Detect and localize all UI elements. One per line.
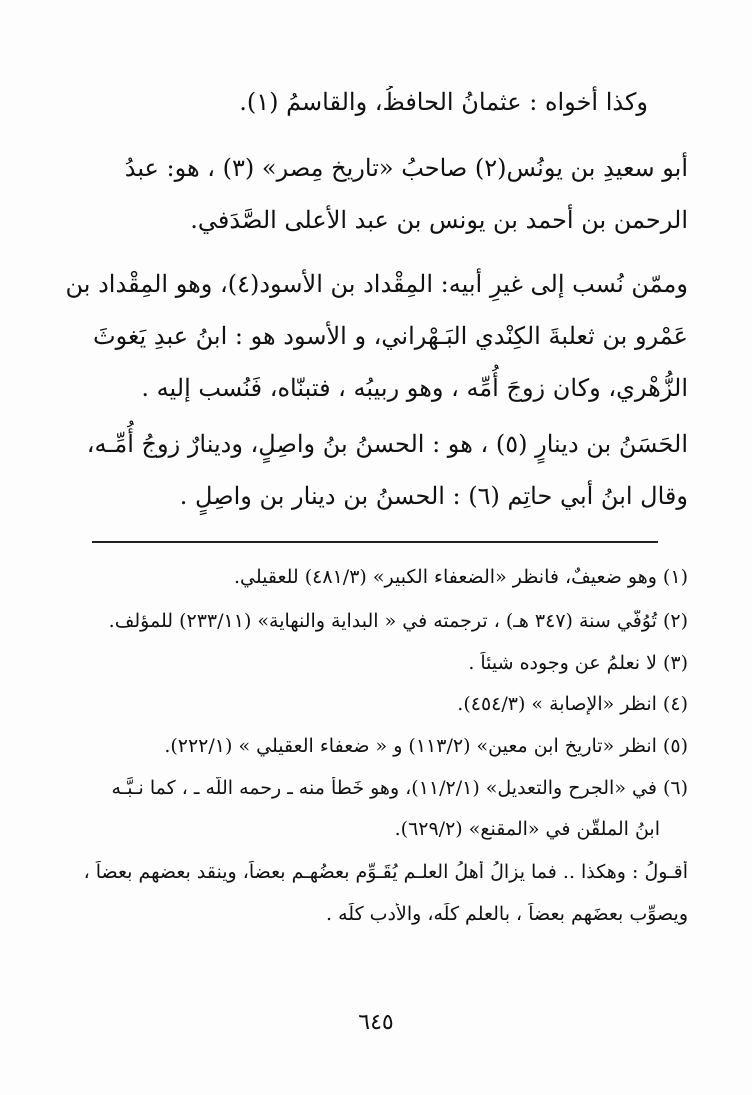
footnote-divider — [92, 541, 658, 543]
text-line-4: وممّن نُسب إلى غيرِ أبيه: المِقْداد بن الأسود(٤)، وهو المِقْداد بن — [66, 270, 688, 298]
text-line-7: الحَسَنُ بن دينارٍ (٥) ، هو : الحسنُ بنُ واصِلٍ، ودينارٌ زوجُ أُمِّـه، — [86, 430, 688, 458]
footnote-2: (٢) تُوُفّي سنة (٣٤٧ هـ) ، ترجمته في « البداية والنهاية» (٢٣٣/١١) للمؤلف. — [108, 610, 688, 632]
text-line-2: أبو سعيدِ بن يونُس(٢) صاحبُ «تاريخ مِصر» (٣) ، هو: عبدُ — [124, 154, 688, 182]
text-line-1: وكذا أخواه : عثمانُ الحافظُ، والقاسمُ (١). — [239, 88, 648, 116]
main-text — [66, 86, 688, 526]
footnote-3: (٣) لا نعلمُ عن وجوده شيئاً . — [468, 652, 688, 674]
text-line-6: الزُّهْري، وكان زوجَ أُمِّه ، وهو ربيبُه ، فتبنّاه، فَنُسب إليه . — [141, 374, 688, 402]
footnote-1: (١) وهو ضعيفٌ، فانظر «الضعفاء الكبير» (٤٨١/٣) للعقيلي. — [233, 566, 688, 588]
author-note-line-1: أقـولُ : وهكذا .. فما يزالُ أهلُ العلـم يُقَـوِّم بعضُهـم بعضاً، وينقد بعضهم بعضاً ، — [83, 861, 688, 883]
footnote-4: (٤) انظر «الإصابة » (٤٥٤/٣). — [457, 693, 688, 715]
author-note-line-2: ويصوِّب بعضَهم بعضاً ، بالعلمِ كلِّه، والأدب كلِّه . — [326, 903, 688, 925]
footnote-6-line-1: (٦) في «الجرح والتعديل» (١١/٢/١)، وهو خَطأٌ منه ـ رحمه اللّه ـ ، كما نـبَّـه — [111, 777, 688, 799]
text-line-5: عَمْرو بن ثعلبةَ الكِنْدي البَـهْراني، و الأسود هو : ابنُ عبدِ يَغوثَ — [92, 322, 688, 350]
text-line-8: وقال ابنُ أبي حاتِم (٦) : الحسنُ بن دينار بن واصِلٍ . — [179, 482, 688, 510]
footnote-5: (٥) انظر «تاريخ ابن معين» (١١٣/٢) و « ضعفاء العقيلي » (٢٢٢/١). — [164, 735, 688, 757]
text-line-3: الرحمن بن أحمد بن يونس بن عبد الأعلى الصَّدَفي. — [190, 206, 688, 234]
footnote-6-line-2: ابنُ الملقّن في «المقنع» (٦٢٩/٢). — [394, 818, 660, 840]
page-number: ٦٤٥ — [358, 1010, 394, 1035]
